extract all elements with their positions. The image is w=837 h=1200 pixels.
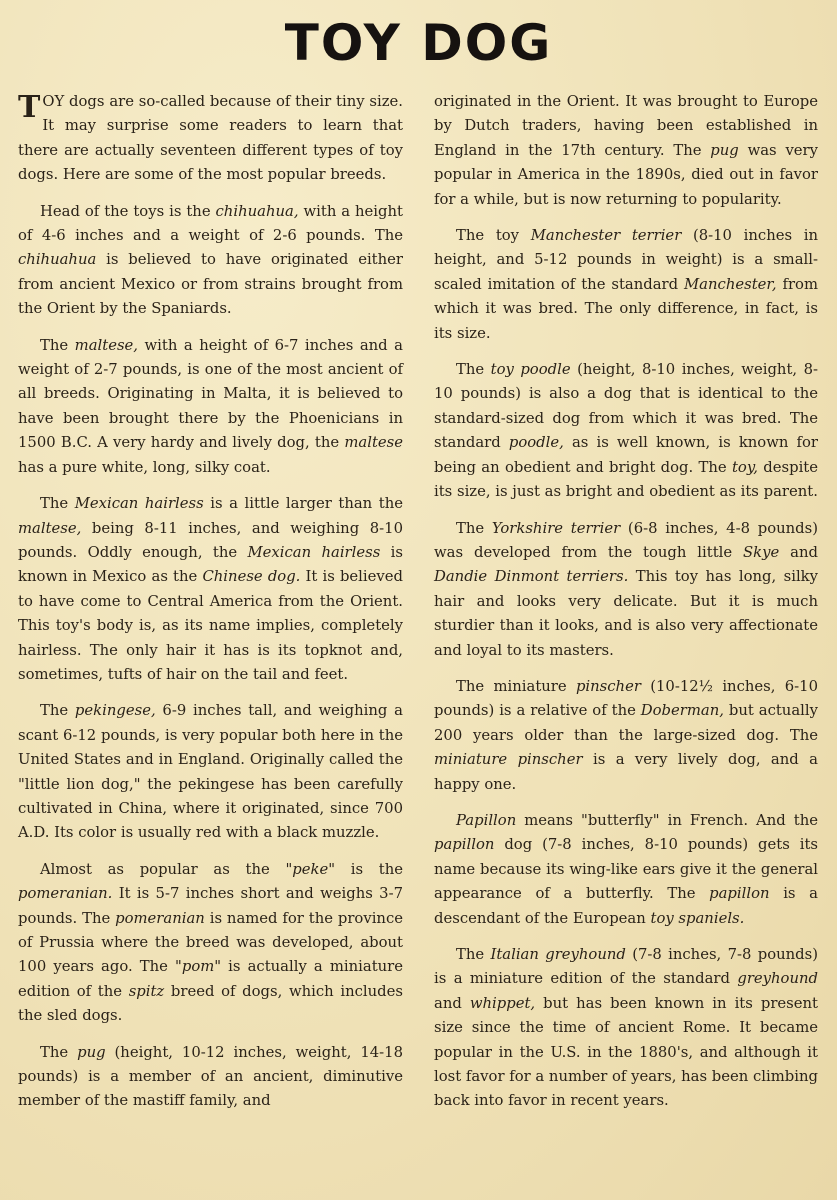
body-text: (8-10 inches in height, and 5-12 pounds in weight) is a small-scaled imitation of the standard: [434, 227, 819, 293]
body-text: (10-12½ inches, 6-10 pounds) is a relative of the: [434, 677, 818, 720]
page-title: TOY DOG: [284, 14, 553, 72]
article-paragraph: [18, 90, 403, 188]
article-paragraph: [18, 1041, 403, 1114]
breed-name: papillon: [434, 836, 495, 854]
breed-name: Dandie Dinmont terriers.: [434, 568, 629, 586]
breed-name: toy,: [731, 458, 758, 476]
article-paragraph: [18, 334, 403, 480]
article-paragraph: [434, 517, 818, 663]
body-text: (7-8 inches, 7-8 pounds) is a miniature edition of the standard: [434, 946, 818, 988]
body-text: (height, 10-12 inches, weight, 14-18 pounds) is a member of an ancient, diminutive member of the mastiff family, and: [18, 1043, 403, 1110]
breed-name: maltese: [344, 434, 403, 452]
body-text: is named for the province of Prussia where the breed was developed, about 100 years ago. The: [18, 909, 403, 976]
body-text: The: [456, 361, 491, 379]
body-text: OY dogs are so-called because of their tiny size. It may surprise some readers to learn that there are actually seventeen different types of toy dogs. Here are some of the most popular breeds.: [18, 93, 403, 184]
article-paragraph: [434, 943, 818, 1114]
body-text: with a height of 6-7 inches and a weight of 2-7 pounds, is one of the most ancient of all breeds. Originating in Malta, it is believed to have been brought there by the Phoenicians in 1500 B.C. A very hardy and lively dog, the: [18, 336, 403, 452]
body-text: breed of dogs, which includes the sled dogs.: [18, 982, 403, 1025]
breed-name: miniature pinscher: [434, 751, 583, 769]
article-paragraph: [18, 858, 403, 1029]
breed-name: pinscher: [575, 677, 641, 695]
article-paragraph: [434, 358, 818, 504]
body-text: (height, 8-10 inches, weight, 8-10 pounds) is also a dog that is identical to the standard-sized dog from which it was bred. The standard: [434, 361, 819, 452]
article-paragraph: [434, 809, 818, 931]
body-text: being 8-11 inches, and weighing 8-10 pounds. Oddly enough, the: [18, 519, 403, 561]
breed-name: Skye: [743, 543, 780, 561]
body-text: is a little larger than the: [203, 495, 403, 513]
body-text: is the: [335, 860, 403, 878]
breed-name: chihuahua,: [215, 202, 299, 220]
body-text: and: [779, 543, 818, 561]
body-text: from which it was bred. The only difference, in fact, is its size.: [434, 275, 818, 342]
body-text: dog (7-8 inches, 8-10 pounds) gets its name because its wing-like ears give it the general appearance of a butterfly. The: [434, 836, 818, 903]
breed-name: whippet,: [469, 994, 536, 1012]
breed-name: maltese,: [74, 336, 139, 354]
body-text: It is believed to have come to Central America from the Orient. This toy's body is, as its name implies, completely hairless. The only hair it has is its topknot and, sometimes, tufts of hair on the tail and feet.: [18, 568, 403, 683]
breed-name: Italian greyhound: [490, 946, 626, 963]
breed-name: chihuahua: [18, 251, 97, 269]
left-column: [18, 90, 403, 1126]
body-text: Head of the toys is the: [40, 202, 216, 220]
article-paragraph: [18, 699, 403, 845]
body-text: was very popular in America in the 1890s, died out in favor for a while, but is now returning to popularity.: [434, 141, 818, 208]
body-text: Almost as popular as the: [40, 860, 286, 878]
breed-name: papillon: [709, 885, 770, 903]
body-text: originated in the Orient. It was brought to Europe by Dutch traders, having been established in England in the 17th century. The: [434, 93, 818, 159]
breed-name: Yorkshire terrier: [491, 519, 621, 537]
breed-name: spitz: [128, 982, 165, 1000]
body-text: The miniature: [456, 677, 576, 695]
breed-name: Doberman,: [640, 702, 724, 720]
breed-name: pomeranian: [115, 909, 205, 927]
body-text: The: [40, 336, 75, 354]
body-text: but has been known in its present size since the time of ancient Rome. It became popular in the U.S. in the 1880's, and although it lost favor for a number of years, has been climbing back into favor in recent years.: [434, 994, 818, 1110]
breed-name: pomeranian.: [18, 885, 113, 903]
body-text: The: [40, 1043, 78, 1061]
breed-name: Chinese dog.: [202, 568, 301, 586]
breed-name: "pom": [175, 958, 222, 976]
body-text: and: [434, 994, 470, 1012]
body-text: It is 5-7 inches short and weighs 3-7 pounds. The: [18, 885, 403, 927]
body-text: is a very lively dog, and a happy one.: [434, 751, 818, 793]
body-text: 6-9 inches tall, and weighing a scant 6-12 pounds, is very popular both here in the United States and in England. Originally called the "little lion dog," the pekingese has been carefully cultivated in China, where it originated, since 700 A.D. Its color is usually red with a black muzzle.: [18, 702, 403, 842]
body-text: despite its size, is just as bright and obedient as its parent.: [434, 458, 818, 501]
body-text: This toy has long, silky hair and looks very delicate. But it is much sturdier than it looks, and is also very affectionate and loyal to its masters.: [434, 568, 818, 659]
body-text: has a pure white, long, silky coat.: [18, 458, 271, 476]
body-text: means "butterfly" in French. And the: [516, 811, 818, 829]
body-text: with a height of 4-6 inches and a weight of 2-6 pounds. The: [18, 202, 403, 245]
breed-name: toy poodle: [490, 361, 571, 379]
body-text: is actually a miniature edition of the: [18, 958, 403, 1000]
breed-name: maltese,: [18, 519, 82, 537]
article-paragraph: [434, 675, 818, 797]
article-paragraph: [434, 224, 818, 346]
article-paragraph: [434, 90, 818, 212]
breed-name: Manchester terrier: [530, 227, 682, 245]
body-text: The toy: [456, 227, 531, 245]
breed-name: Papillon: [456, 811, 517, 829]
body-text: The: [40, 495, 75, 513]
right-column: [434, 90, 818, 1126]
breed-name: pug: [710, 141, 739, 159]
article-paragraph: [18, 200, 403, 322]
drop-cap: T: [18, 90, 41, 125]
body-text: is a descendant of the European: [434, 885, 818, 927]
breed-name: Manchester,: [684, 275, 777, 293]
body-text: as is well known, is known for being an obedient and bright dog. The: [434, 434, 818, 476]
body-text: The: [456, 519, 492, 537]
body-text: is believed to have originated either from ancient Mexico or from strains brought from the Orient by the Spaniards.: [18, 251, 403, 318]
body-text: (6-8 inches, 4-8 pounds) was developed from the tough little: [434, 519, 818, 561]
breed-name: pekingese,: [74, 702, 156, 720]
body-text: The: [40, 702, 75, 720]
body-text: The: [456, 946, 491, 963]
breed-name: poodle,: [508, 434, 564, 452]
article-paragraph: [18, 492, 403, 687]
breed-name: Mexican hairless: [74, 495, 204, 513]
breed-name: toy spaniels.: [650, 909, 745, 927]
body-text: is known in Mexico as the: [18, 543, 403, 586]
breed-name: pug: [77, 1043, 106, 1061]
breed-name: Mexican hairless: [247, 543, 381, 561]
breed-name: greyhound: [737, 970, 818, 988]
breed-name: "peke": [285, 860, 336, 878]
body-text: but actually 200 years older than the large-sized dog. The: [434, 702, 818, 744]
